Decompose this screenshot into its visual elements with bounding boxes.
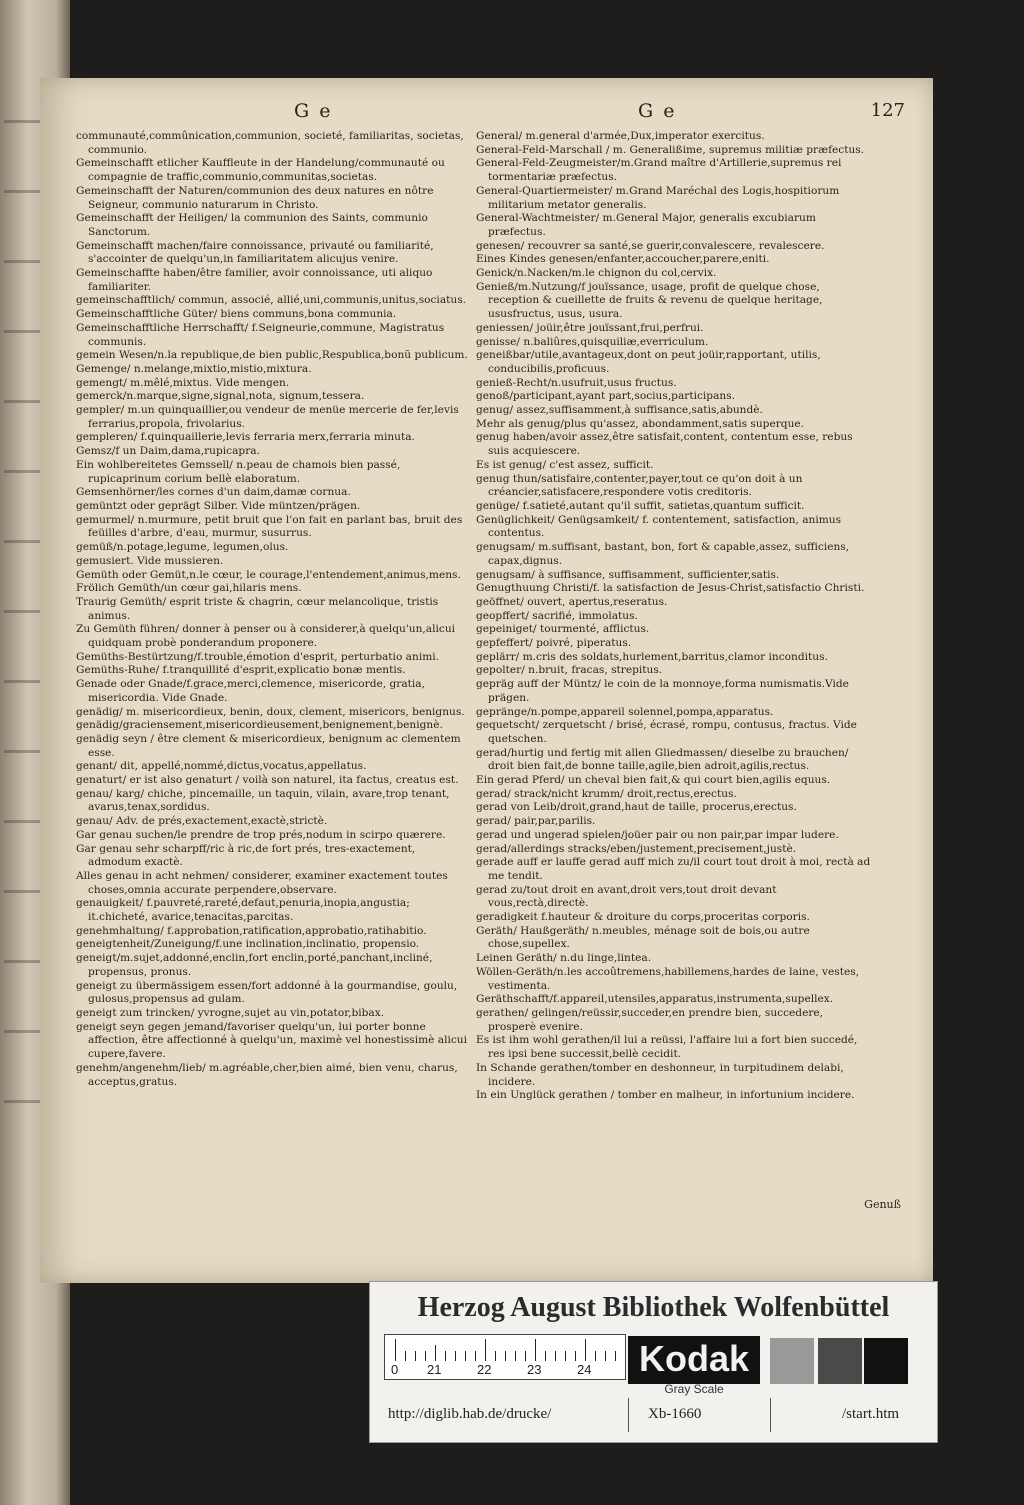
dictionary-entry: gerad/ strack/nicht krumm/ droit,rectus,erectus.	[476, 787, 737, 800]
gray-swatch-mid	[818, 1338, 862, 1384]
dictionary-entry: In ein Unglück gerathen / tomber en malheur, in infortunium incidere.	[476, 1089, 855, 1102]
ruler	[384, 1334, 626, 1380]
dictionary-entry: Gar genau suchen/le prendre de trop prés,nodum in scirpo quærere.	[76, 828, 446, 841]
dictionary-entry: Leinen Geräth/ n.du linge,lintea.	[476, 952, 652, 965]
dictionary-entry: gemengt/ m.mêlé,mixtus. Vide mengen.	[76, 376, 290, 389]
dictionary-entry: geneißbar/utile,avantageux,dont on peut joüir,rapportant, utilis, conducibilis,proficuus.	[476, 349, 821, 375]
gray-swatch-dark	[864, 1338, 908, 1384]
dictionary-entry: gerad zu/tout droit en avant,droit vers,tout droit devant vous,rectà,directè.	[476, 883, 777, 910]
dictionary-entry: Gemüths-Bestürtzung/f.trouble,émotion d'esprit, perturbatio animi.	[76, 650, 440, 663]
dictionary-entry: Genugthuung Christi/f. la satisfaction de Jesus-Christ,satisfactio Christi.	[476, 582, 865, 595]
dictionary-page	[40, 78, 933, 1283]
dictionary-entry: Gemeinschafftliche Güter/ biens communs,bona communia.	[76, 308, 397, 321]
dictionary-entry: Ein gerad Pferd/ un cheval bien fait,& qui court bien,agilis equus.	[476, 774, 831, 787]
dictionary-entry: Es ist ihm wohl gerathen/il lui a reüssi, l'affaire lui a fort bien succedé, res ipsi bene successit,bellè cecidit.	[476, 1034, 858, 1061]
dictionary-entry: genaturt/ er ist also genaturt / voilà son naturel, ita factus, creatus est.	[76, 774, 459, 787]
dictionary-entry: Gemüths-Ruhe/ f.tranquillité d'esprit,explicatio bonæ mentis.	[76, 664, 406, 677]
gray-scale-caption: Gray Scale	[664, 1382, 724, 1396]
dictionary-entry: Gemeinschafft etlicher Kauffleute in der Handelung/communauté ou compagnie de traffic,communio,communitas,societas.	[76, 157, 445, 184]
dictionary-entry: genüge/ f.satieté,autant qu'il suffit, satietas,quantum sufficit.	[476, 499, 805, 512]
dictionary-entry: genesen/ recouvrer sa santé,se guerir,convalescere, revalescere.	[476, 239, 825, 252]
dictionary-entry: Traurig Gemüth/ esprit triste & chagrin, cœur melancolique, tristis animus.	[76, 595, 439, 622]
dictionary-entry: Zu Gemüth führen/ donner à penser ou à considerer,à quelqu'un,alicui quidquam probè ponderandum proponere.	[76, 623, 456, 650]
dictionary-entry: genehm/angenehm/lieb/ m.agréable,cher,bien aimé, bien venu, charus, acceptus,gratus.	[76, 1061, 458, 1088]
dictionary-entry: gempler/ m.un quinquaillier,ou vendeur de menüe mercerie de fer,levis ferrarius,propola, frivolarius.	[76, 404, 459, 430]
kodak-logo: Kodak	[628, 1336, 760, 1384]
dictionary-entry: General-Feld-Zeugmeister/m.Grand maître d'Artillerie,supremus rei tormentariæ præfectus.	[476, 157, 842, 184]
digital-library-url: http://diglib.hab.de/drucke/	[388, 1406, 552, 1422]
dictionary-entry: gerathen/ gelingen/reüssir,succeder,en prendre bien, succedere, prosperè evenire.	[476, 1007, 824, 1033]
dictionary-entry: Gar genau sehr scharpff/ric à ric,de fort prés, tres-exactement, admodum exactè.	[76, 842, 416, 869]
dictionary-entry: Alles genau in acht nehmen/ considerer, examiner exactement toutes choses,omnia accurate perpendere,observare.	[76, 869, 448, 896]
dictionary-entry: gemeinschafftlich/ commun, associé, allié,uni,communis,unitus,sociatus.	[76, 294, 467, 307]
shelfmark: Xb-1660	[648, 1406, 702, 1422]
dictionary-entry: Gemsenhörner/les cornes d'un daim,damæ cornua.	[76, 486, 351, 499]
dictionary-entry: General-Quartiermeister/ m.Grand Maréchal des Logis,hospitiorum militarium metator generalis.	[476, 184, 840, 211]
dictionary-entry: gerad/hurtig und fertig mit allen Gliedmassen/ dieselbe zu brauchen/ droit bien fait,de bonne taille,agile,bien adroit,agilis,rectus.	[476, 746, 849, 773]
dictionary-entry: geneigtenheit/Zuneigung/f.une inclination,inclinatio, propensio.	[76, 938, 420, 951]
dictionary-entry: Wöllen-Geräth/n.les accoûtremens,habillemens,hardes de laine, vestes, vestimenta.	[476, 965, 860, 992]
dictionary-entry: gepeiniget/ tourmenté, afflictus.	[476, 623, 650, 636]
header-right: G e	[638, 100, 677, 122]
dictionary-entry: gemerck/n.marque,signe,signal,nota, signum,tessera.	[76, 390, 365, 403]
dictionary-entry: Frölich Gemüth/un cœur gai,hilaris mens.	[76, 582, 302, 595]
dictionary-entry: gempleren/ f.quinquaillerie,levis ferraria merx,ferraria minuta.	[76, 431, 415, 444]
dictionary-entry: Genieß/m.Nutzung/f jouïssance, usage, profit de quelque chose, reception & cueillette de fruits & revenu de quelque heritage, ususfructus, usus, usura.	[476, 280, 823, 321]
dictionary-entry: Genüglichkeit/ Genügsamkeit/ f. contentement, satisfaction, animus contentus.	[476, 513, 842, 540]
dictionary-entry: gemurmel/ n.murmure, petit bruit que l'on fait en parlant bas, bruit des feüilles d'arbre, d'eau, murmur, susurrus.	[76, 513, 463, 540]
dictionary-entry: gemein Wesen/n.la republique,de bien public,Respublica,bonũ publicum.	[76, 349, 468, 362]
dictionary-entry: genisse/ n.baliûres,quisquiliæ,everriculum.	[476, 335, 709, 348]
running-header	[40, 100, 933, 130]
dictionary-entry: gerad und ungerad spielen/joüer pair ou non pair,par impar ludere.	[476, 828, 839, 841]
gray-swatch-light	[770, 1338, 814, 1384]
start-link: /start.htm	[842, 1406, 900, 1422]
dictionary-entry: gepränge/n.pompe,appareil solennel,pompa,apparatus.	[476, 705, 774, 718]
dictionary-entry: Gemeinschafft machen/faire connoissance, privauté ou familiarité, s'accointer de quelqu'un,in familiaritatem alicujus venire.	[76, 239, 434, 266]
dictionary-entry: genugsam/ à suffisance, suffisamment, sufficienter,satis.	[476, 568, 780, 581]
left-column	[76, 130, 471, 1089]
dictionary-entry: Es ist genug/ c'est assez, sufficit.	[476, 458, 654, 471]
dictionary-entry: General/ m.general d'armée,Dux,imperator exercitus.	[476, 130, 765, 142]
dictionary-entry: genau/ karg/ chiche, pincemaille, un taquin, vilain, avare,trop tenant, avarus,tenax,sordidus.	[76, 787, 450, 814]
dictionary-entry: genugsam/ m.suffisant, bastant, bon, fort & capable,assez, sufficiens, capax,dignus.	[476, 541, 850, 567]
dictionary-entry: geplärr/ m.cris des soldats,hurlement,barritus,clamor inconditus.	[476, 650, 828, 663]
ruler-label: 21	[427, 1362, 442, 1377]
ruler-label: 23	[527, 1362, 542, 1377]
dictionary-entry: gerad/ pair,par,parilis.	[476, 815, 596, 828]
dictionary-entry: geopffert/ sacrifié, immolatus.	[476, 609, 638, 622]
catchword: Genuß	[864, 1198, 901, 1211]
dictionary-entry: Gemeinschafft der Heiligen/ la communion des Saints, communio Sanctorum.	[76, 212, 428, 238]
dictionary-entry: genug haben/avoir assez,être satisfait,content, contentum esse, rebus suis acquiescere.	[476, 431, 853, 458]
dictionary-entry: gepfeffert/ poivré, piperatus.	[476, 637, 632, 650]
dictionary-entry: In Schande gerathen/tomber en deshonneur, in turpitudinem delabi, incidere.	[476, 1061, 844, 1088]
dictionary-entry: General-Wachtmeister/ m.General Major, generalis excubiarum præfectus.	[476, 212, 816, 238]
dictionary-entry: genieß-Recht/n.usufruit,usus fructus.	[476, 376, 677, 389]
dictionary-entry: geneigt seyn gegen jemand/favoriser quelqu'un, lui porter bonne affection, être affectionné à quelqu'un, maximè vel honestissimè alicui cupere,favere.	[76, 1020, 468, 1061]
dictionary-entry: geniessen/ joüir,être jouïssant,frui,perfrui.	[476, 321, 704, 334]
dictionary-entry: gequetscht/ zerquetscht / brisé, écrasé, rompu, contusus, fractus. Vide quetschen.	[476, 719, 857, 745]
dictionary-entry: Mehr als genug/plus qu'assez, abondamment,satis superque.	[476, 417, 805, 430]
dictionary-entry: gepolter/ n.bruit, fracas, strepitus.	[476, 664, 663, 677]
dictionary-entry: genädig seyn / être clement & misericordieux, benignum ac clementem esse.	[76, 732, 461, 759]
dictionary-entry: geradigkeit f.hauteur & droiture du corps,proceritas corporis.	[476, 911, 810, 924]
dictionary-entry: gemüß/n.potage,legume, legumen,olus.	[76, 541, 289, 554]
dictionary-entry: Gemüth oder Gemüt,n.le cœur, le courage,l'entendement,animus,mens.	[76, 568, 461, 581]
dictionary-entry: Ein wohlbereitetes Gemssell/ n.peau de chamois bien passé, rupicaprinum corium bellè elaboratum.	[76, 458, 401, 485]
header-left: G e	[294, 100, 333, 122]
dictionary-entry: Geräth/ Haußgeräth/ n.meubles, ménage soit de bois,ou autre chose,supellex.	[476, 924, 810, 951]
dictionary-entry: Gemenge/ n.melange,mixtio,mistio,mixtura.	[76, 362, 312, 375]
ruler-label: 22	[477, 1362, 492, 1377]
dictionary-entry: Eines Kindes genesen/enfanter,accoucher,parere,eniti.	[476, 253, 770, 266]
library-name: Herzog August Bibliothek Wolfenbüttel	[417, 1292, 890, 1323]
dictionary-entry: gemüntzt oder geprägt Silber. Vide müntzen/prägen.	[76, 499, 361, 512]
dictionary-entry: genant/ dit, appellé,nommé,dictus,vocatus,appellatus.	[76, 760, 367, 773]
dictionary-entry: geöffnet/ ouvert, apertus,reseratus.	[476, 595, 668, 608]
dictionary-entry: genug/ assez,suffisamment,à suffisance,satis,abundè.	[476, 404, 763, 417]
page-number: 127	[870, 100, 905, 121]
dictionary-entry: Gemeinschaffte haben/être familier, avoir connoissance, uti aliquo familiariter.	[76, 267, 433, 293]
dictionary-entry: General-Feld-Marschall / m. Generalißime, supremus militiæ præfectus.	[476, 143, 865, 156]
dictionary-entry: gerad/allerdings stracks/eben/justement,precisement,justè.	[476, 842, 797, 855]
dictionary-entry: genädig/graciensement,misericordieusement,benignement,benignè.	[76, 719, 443, 732]
dictionary-entry: genauigkeit/ f.pauvreté,rareté,defaut,penuria,inopia,angustia; it.chicheté, avarice,tenacitas,parcitas.	[76, 897, 410, 924]
dictionary-entry: geneigt zum trincken/ yvrogne,sujet au vin,potator,bibax.	[76, 1007, 385, 1019]
dictionary-entry: communauté,commûnication,communion, societé, familiaritas, societas, communio.	[76, 130, 464, 156]
dictionary-entry: Gemeinschafftliche Herrschafft/ f.Seigneurie,commune, Magistratus communis.	[76, 321, 445, 348]
dictionary-entry: geneigt/m.sujet,addonné,enclin,fort enclin,porté,panchant,incliné, propensus, pronus.	[76, 952, 433, 978]
dictionary-entry: genehmhaltung/ f.approbation,ratification,approbatio,ratihabitio.	[76, 924, 427, 937]
dictionary-entry: genädig/ m. misericordieux, benin, doux, clement, misericors, benignus.	[76, 705, 465, 718]
dictionary-entry: Genick/n.Nacken/m.le chignon du col,cervix.	[476, 267, 717, 280]
dictionary-entry: genau/ Adv. de prés,exactement,exactè,strictè.	[76, 815, 328, 828]
dictionary-entry: gerad von Leib/droit,grand,haut de taille, procerus,erectus.	[476, 801, 797, 814]
right-column	[476, 130, 871, 1103]
dictionary-entry: Gemsz/f un Daim,dama,rupicapra.	[76, 445, 260, 458]
dictionary-entry: geneigt zu übermässigem essen/fort addonné à la gourmandise, goulu, gulosus,propensus ad gulam.	[76, 979, 458, 1006]
dictionary-entry: genoß/participant,ayant part,socius,participans.	[476, 390, 736, 403]
dictionary-entry: gepräg auff der Müntz/ le coin de la monnoye,forma numismatis.Vide prägen.	[476, 678, 849, 704]
dictionary-entry: Genade oder Gnade/f.grace,merci,clemence, misericorde, gratia, misericordia. Vide Gnade.	[76, 678, 425, 704]
dictionary-entry: gerade auff er lauffe gerad auff mich zu/il court tout droit à moi, rectà ad me tendit.	[476, 856, 871, 882]
ruler-label: 24	[577, 1362, 592, 1377]
ruler-label: 0	[391, 1362, 399, 1377]
dictionary-entry: genug thun/satisfaire,contenter,payer,tout ce qu'on doit à un créancier,satisfacere,respondere votis creditoris.	[476, 472, 803, 499]
color-target-strip	[370, 1282, 937, 1442]
dictionary-entry: Geräthschafft/f.appareil,utensiles,apparatus,instrumenta,supellex.	[476, 993, 834, 1006]
dictionary-entry: gemusiert. Vide mussieren.	[76, 554, 224, 567]
dictionary-entry: Gemeinschafft der Naturen/communion des deux natures en nôtre Seigneur, communio naturarum in Christo.	[76, 184, 434, 211]
